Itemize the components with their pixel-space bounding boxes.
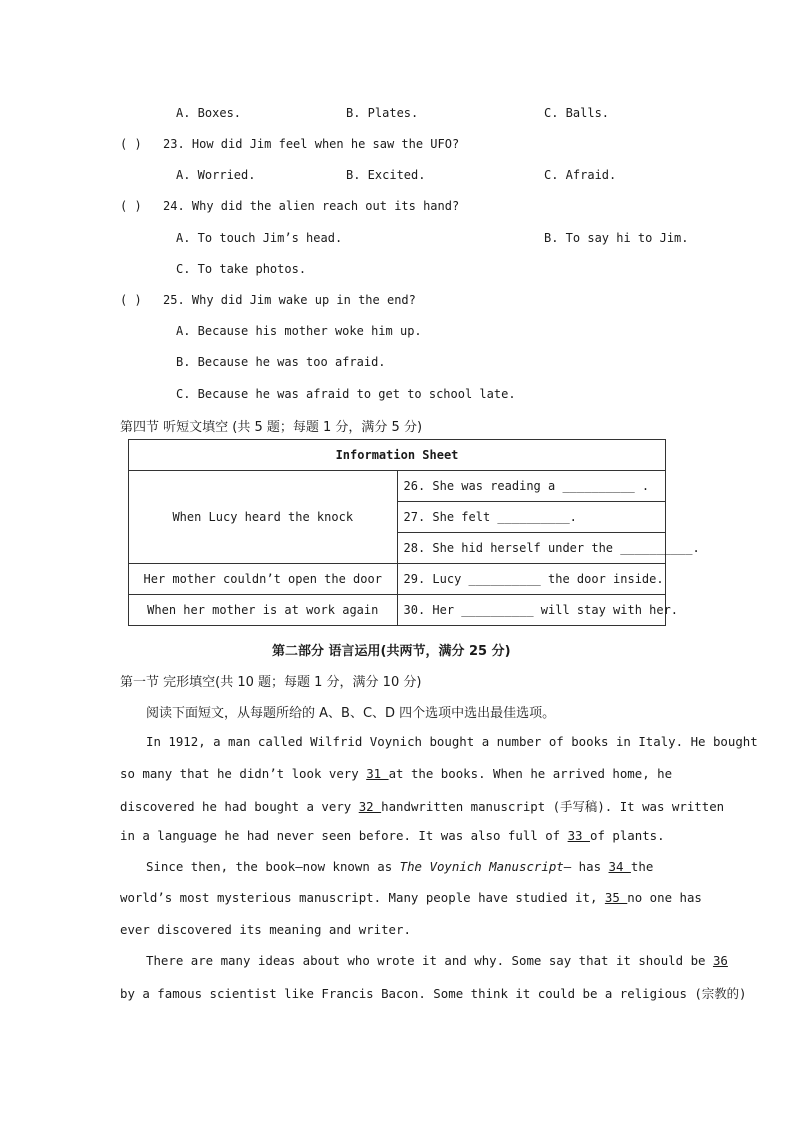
q23-option-a: A. Worried. <box>176 168 256 182</box>
passage-text: There are many ideas about who wrote it and why. Some say that it should be <box>146 953 713 968</box>
blank-36: 36 <box>712 953 728 968</box>
sheet-item-27: 27. She felt __________. <box>397 502 666 533</box>
sheet-item-30: 30. Her __________ will stay with her. <box>397 595 666 626</box>
q23-option-c: C. Afraid. <box>544 168 617 182</box>
information-sheet-table <box>128 439 700 626</box>
passage-text: — has <box>563 859 609 874</box>
passage-text: the <box>630 859 654 874</box>
passage-text: handwritten manuscript (手写稿). It was written <box>381 799 725 814</box>
passage-line-5 <box>146 859 653 874</box>
passage-text: of plants. <box>589 828 665 843</box>
cloze-instruction: 阅读下面短文，从每题所给的 A、B、C、D 四个选项中选出最佳选项。 <box>146 706 556 721</box>
passage-text: discovered he had bought a very <box>120 799 359 814</box>
q25-option-c: C. Because he was afraid to get to school late. <box>176 387 516 401</box>
passage-text: at the books. When he arrived home, he <box>388 766 673 781</box>
passage-line-4 <box>120 828 665 843</box>
section-1-title: 第一节 完形填空(共 10 题；每题 1 分，满分 10 分) <box>120 675 422 690</box>
manuscript-title: The Voynich Manuscript <box>399 859 564 874</box>
passage-text: world’s most mysterious manuscript. Many people have studied it, <box>120 890 605 905</box>
part-2-title: 第二部分 语言运用(共两节，满分 25 分) <box>272 644 511 659</box>
passage-text: no one has <box>627 890 702 905</box>
blank-33: 33 <box>567 828 590 843</box>
q24-question: 24. Why did the alien reach out its hand? <box>163 199 460 213</box>
q24-option-b: B. To say hi to Jim. <box>544 231 689 245</box>
sheet-left-cell-knock: When Lucy heard the knock <box>129 471 398 564</box>
q22-option-b: B. Plates. <box>346 106 419 120</box>
passage-text: so many that he didn’t look very <box>120 766 367 781</box>
q22-option-a: A. Boxes. <box>176 106 242 120</box>
sheet-item-28: 28. She hid herself under the __________. <box>397 533 666 564</box>
passage-line-6 <box>120 890 702 905</box>
q25-question: 25. Why did Jim wake up in the end? <box>163 293 416 307</box>
q25-bracket: ( ) <box>120 293 142 307</box>
sheet-item-29: 29. Lucy __________ the door inside. <box>397 564 666 595</box>
q25-option-b: B. Because he was too afraid. <box>176 355 386 369</box>
blank-32: 32 <box>358 799 382 814</box>
passage-line-3 <box>120 797 724 815</box>
passage-text: Since then, the book—now known as <box>146 859 400 874</box>
passage-line-9: by a famous scientist like Francis Bacon. Some think it could be a religious (宗教的) <box>120 986 747 1001</box>
passage-line-7: ever discovered its meaning and writer. <box>120 922 411 937</box>
q24-option-c: C. To take photos. <box>176 262 307 276</box>
passage-line-1: In 1912, a man called Wilfrid Voynich bought a number of books in Italy. He bought <box>146 734 758 749</box>
q23-question: 23. How did Jim feel when he saw the UFO? <box>163 137 460 151</box>
q25-option-a: A. Because his mother woke him up. <box>176 324 422 338</box>
sheet-item-26: 26. She was reading a __________ . <box>397 471 666 502</box>
sheet-left-cell-door: Her mother couldn’t open the door <box>129 564 398 595</box>
q23-option-b: B. Excited. <box>346 168 426 182</box>
blank-35: 35 <box>604 890 628 905</box>
q22-option-c: C. Balls. <box>544 106 610 120</box>
passage-line-2 <box>120 766 672 781</box>
section-4-title: 第四节 听短文填空 (共 5 题；每题 1 分，满分 5 分) <box>120 420 423 435</box>
q24-option-a: A. To touch Jim’s head. <box>176 231 343 245</box>
q23-bracket: ( ) <box>120 137 142 151</box>
blank-34: 34 <box>608 859 631 874</box>
sheet-left-cell-work: When her mother is at work again <box>129 595 398 626</box>
passage-line-8 <box>146 953 728 968</box>
passage-text: in a language he had never seen before. It was also full of <box>120 828 568 843</box>
q24-bracket: ( ) <box>120 199 142 213</box>
blank-31: 31 <box>366 766 389 781</box>
sheet-header: Information Sheet <box>129 440 666 471</box>
